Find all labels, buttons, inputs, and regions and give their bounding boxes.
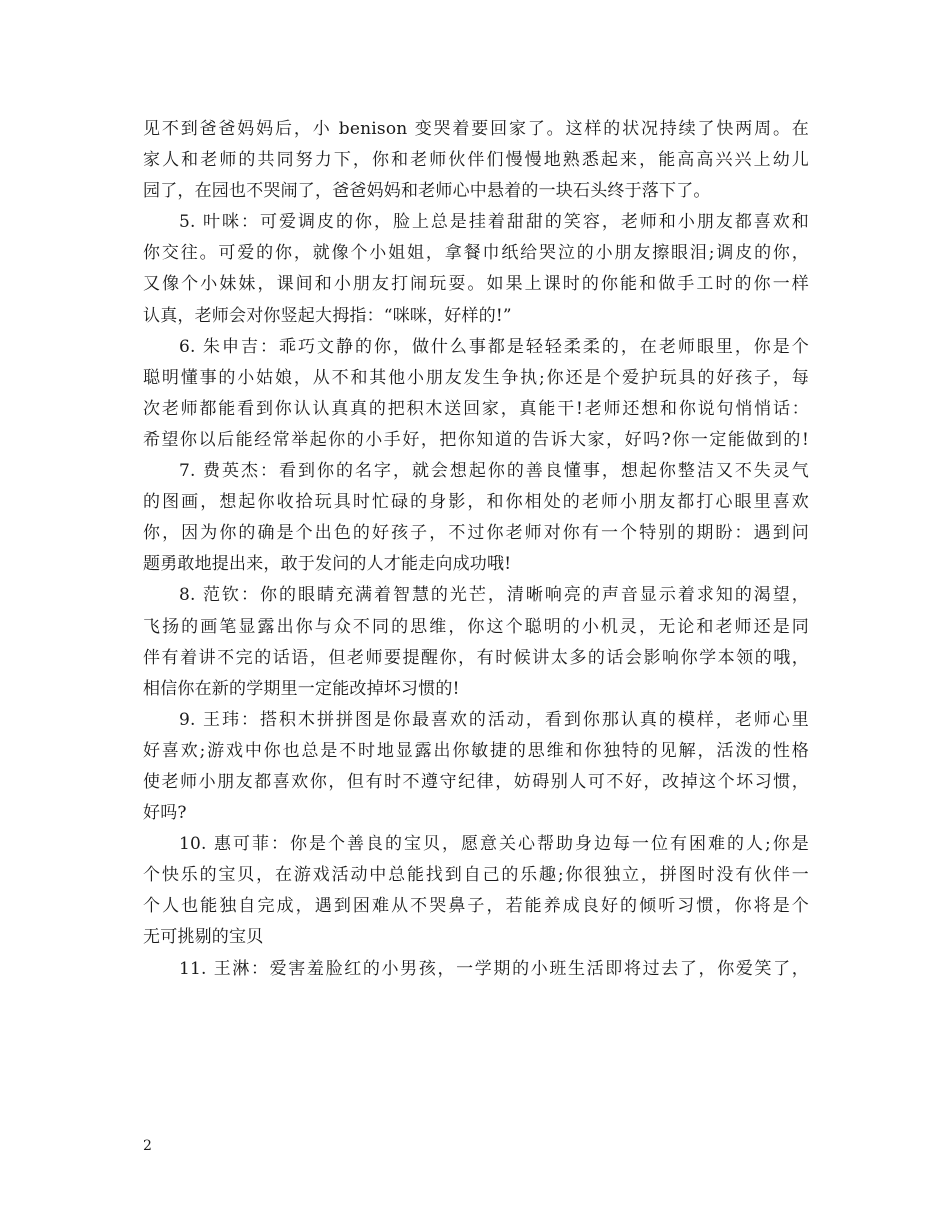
text-line: 见不到爸爸妈妈后，小 benison 变哭着要回家了。这样的状况持续了快两周。在 bbox=[143, 119, 809, 139]
text-line: 的图画，想起你收拾玩具时忙碌的身影，和你相处的老师小朋友都打心眼里喜欢 bbox=[143, 492, 809, 513]
text-line: 聪明懂事的小姑娘，从不和其他小朋友发生争执;你还是个爱护玩具的好孩子，每 bbox=[143, 367, 809, 388]
text-line: 10. 惠可菲：你是个善良的宝贝，愿意关心帮助身边每一位有困难的人;你是 bbox=[179, 834, 809, 855]
text-line: 希望你以后能经常举起你的小手好，把你知道的告诉大家，好吗?你一定能做到的! bbox=[143, 429, 809, 450]
text-line: 次老师都能看到你认认真真的把积木送回家，真能干!老师还想和你说句悄悄话： bbox=[143, 398, 809, 419]
text-line: 题勇敢地提出来，敢于发问的人才能走向成功哦! bbox=[143, 554, 512, 575]
text-line: 好喜欢;游戏中你也总是不时地显露出你敏捷的思维和你独特的见解，活泼的性格 bbox=[143, 740, 809, 761]
text-line: 11. 王淋：爱害羞脸红的小男孩，一学期的小班生活即将过去了，你爱笑了， bbox=[179, 958, 809, 979]
text-line: 8. 范钦：你的眼睛充满着智慧的光芒，清晰响亮的声音显示着求知的渴望， bbox=[179, 585, 809, 606]
page-number: 2 bbox=[143, 1138, 152, 1154]
text-line: 7. 费英杰：看到你的名字，就会想起你的善良懂事，想起你整洁又不失灵气 bbox=[179, 461, 809, 482]
text-line: 5. 叶咪：可爱调皮的你，脸上总是挂着甜甜的笑容，老师和小朋友都喜欢和 bbox=[179, 212, 809, 233]
text-line: 无可挑剔的宝贝 bbox=[143, 927, 264, 948]
text-line: 家人和老师的共同努力下，你和老师伙伴们慢慢地熟悉起来，能高高兴兴上幼儿 bbox=[143, 150, 809, 171]
document-body bbox=[143, 114, 809, 985]
text-line: 9. 王玮：搭积木拼拼图是你最喜欢的活动，看到你那认真的模样，老师心里 bbox=[179, 709, 809, 730]
text-line: 园了，在园也不哭闹了，爸爸妈妈和老师心中悬着的一块石头终于落下了。 bbox=[143, 181, 711, 202]
text-line: 你，因为你的确是个出色的好孩子，不过你老师对你有一个特别的期盼：遇到问 bbox=[143, 523, 809, 544]
text-line: 好吗? bbox=[143, 803, 187, 824]
text-line: 你交往。可爱的你，就像个小姐姐，拿餐巾纸给哭泣的小朋友擦眼泪;调皮的你， bbox=[143, 243, 809, 264]
text-line: 伴有着讲不完的话语，但老师要提醒你，有时候讲太多的话会影响你学本领的哦， bbox=[143, 647, 809, 668]
text-line: 6. 朱申吉：乖巧文静的你，做什么事都是轻轻柔柔的，在老师眼里，你是个 bbox=[179, 336, 809, 357]
text-line: 使老师小朋友都喜欢你，但有时不遵守纪律，妨碍别人可不好，改掉这个坏习惯， bbox=[143, 771, 809, 792]
text-line: 又像个小妹妹，课间和小朋友打闹玩耍。如果上课时的你能和做手工时的你一样 bbox=[143, 274, 809, 295]
text-line: 个快乐的宝贝，在游戏活动中总能找到自己的乐趣;你很独立，拼图时没有伙伴一 bbox=[143, 865, 809, 886]
text-line: 个人也能独自完成，遇到困难从不哭鼻子，若能养成良好的倾听习惯，你将是个 bbox=[143, 896, 809, 917]
text-line: 认真，老师会对你竖起大拇指：“咪咪，好样的!” bbox=[143, 305, 512, 326]
text-line: 相信你在新的学期里一定能改掉坏习惯的! bbox=[143, 678, 460, 699]
text-line: 飞扬的画笔显露出你与众不同的思维，你这个聪明的小机灵，无论和老师还是同 bbox=[143, 616, 809, 637]
